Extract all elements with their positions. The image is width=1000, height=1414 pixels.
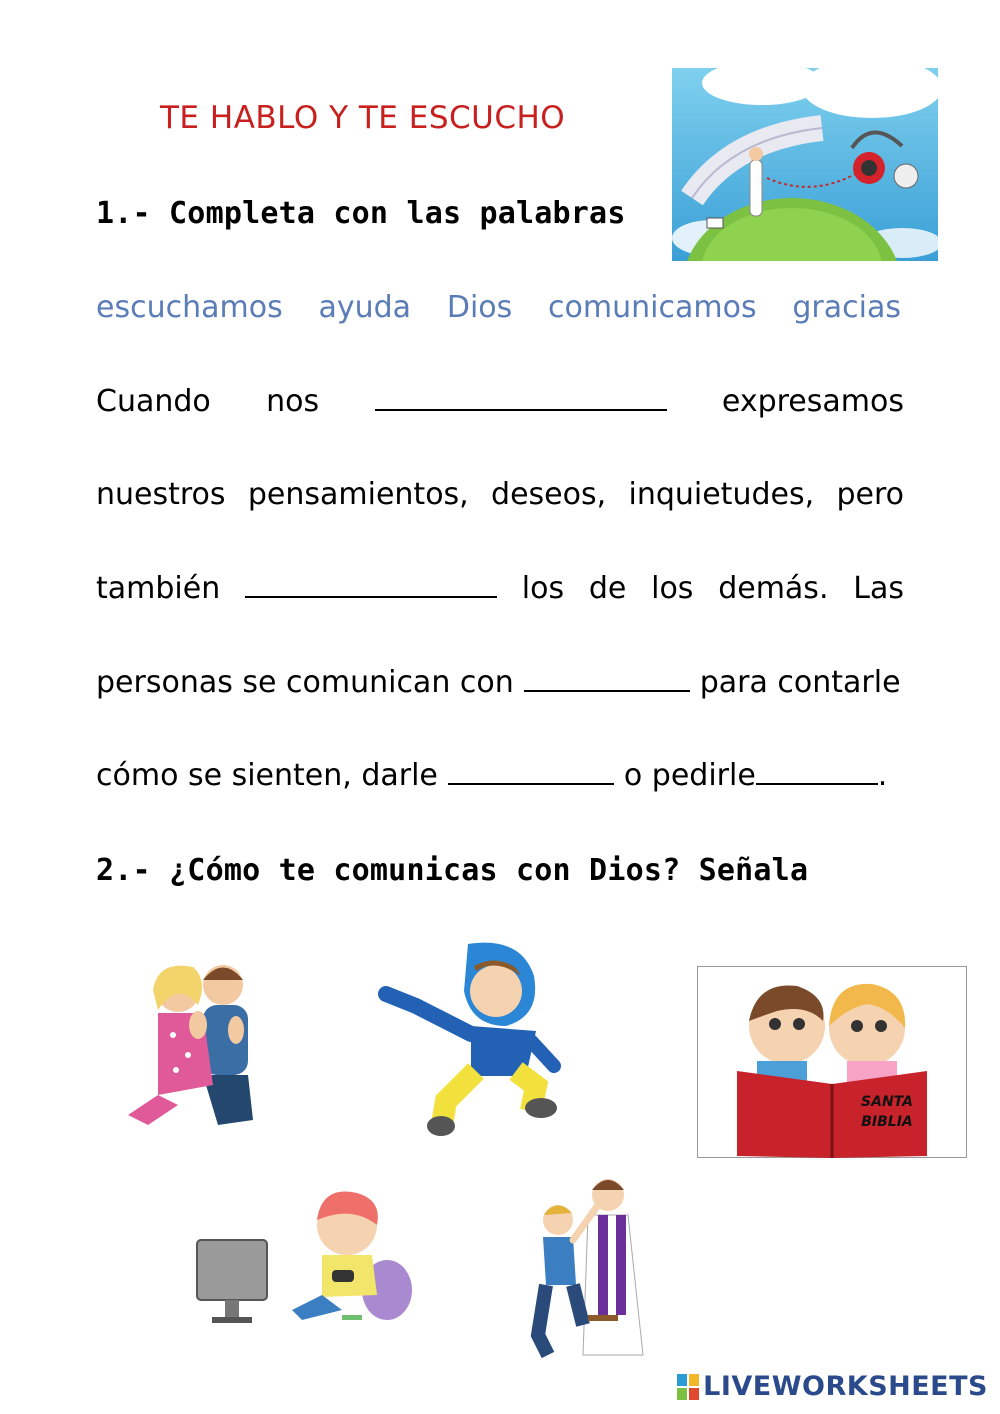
blank-answer-5[interactable] xyxy=(756,759,878,785)
word-bank-item: ayuda xyxy=(318,290,412,325)
page-title: TE HABLO Y TE ESCUCHO xyxy=(160,100,566,136)
option-boy-running[interactable] xyxy=(376,936,562,1136)
word-bank-item: escuchamos xyxy=(96,290,283,325)
liveworksheets-icon xyxy=(677,1374,699,1400)
word-bank-item: comunicamos xyxy=(548,290,757,325)
question-1-heading: 1.- Completa con las palabras xyxy=(96,196,626,231)
sentence-word: deseos, xyxy=(491,477,607,512)
option-boy-computer[interactable] xyxy=(192,1185,414,1333)
sentence-word: expresamos xyxy=(721,384,904,419)
sentence-text: o pedirle xyxy=(623,758,756,793)
sentence-text: . xyxy=(877,758,888,793)
sentence-word: nuestros xyxy=(96,477,226,512)
blank-answer-2[interactable] xyxy=(245,572,497,598)
sentence-word: de xyxy=(588,571,627,606)
liveworksheets-logo xyxy=(677,1371,988,1402)
word-bank xyxy=(96,290,901,325)
bible-label: SANTA xyxy=(861,1094,913,1110)
word-bank-item: Dios xyxy=(446,290,513,325)
sentence-word: pero xyxy=(836,477,904,512)
sentence-word: los xyxy=(651,571,694,606)
question-2-heading: 2.- ¿Cómo te comunicas con Dios? Señala xyxy=(96,853,809,888)
sentence-word: Las xyxy=(853,571,904,606)
option-children-praying[interactable] xyxy=(118,955,268,1135)
sentence-text: personas se comunican con xyxy=(96,665,514,700)
bible-label: BIBLIA xyxy=(861,1114,913,1130)
sentence-line-1 xyxy=(96,384,904,419)
sentence-word: los xyxy=(521,571,565,606)
word-bank-item: gracias xyxy=(792,290,901,325)
sentence-word: nos xyxy=(266,384,320,419)
sentence-text: para contarle xyxy=(699,665,901,700)
sentence-line-3 xyxy=(96,571,904,606)
sentence-word: demás. xyxy=(718,571,829,606)
blank-answer-1[interactable] xyxy=(375,385,667,411)
sentence-line-4 xyxy=(96,665,904,700)
sentence-word: también xyxy=(96,571,221,606)
sentence-line-5 xyxy=(96,758,904,793)
sentence-word: pensamientos, xyxy=(247,477,469,512)
option-boy-priest[interactable] xyxy=(528,1165,668,1365)
sentence-word: inquietudes, xyxy=(628,477,815,512)
blank-answer-4[interactable] xyxy=(448,759,614,785)
header-illustration xyxy=(672,68,938,261)
sentence-text: cómo se sienten, darle xyxy=(96,758,438,793)
sentence-line-2 xyxy=(96,477,904,512)
logo-text: LIVEWORKSHEETS xyxy=(703,1371,988,1402)
option-children-bible[interactable] xyxy=(697,966,967,1158)
blank-answer-3[interactable] xyxy=(524,666,690,692)
sentence-word: Cuando xyxy=(96,384,211,419)
